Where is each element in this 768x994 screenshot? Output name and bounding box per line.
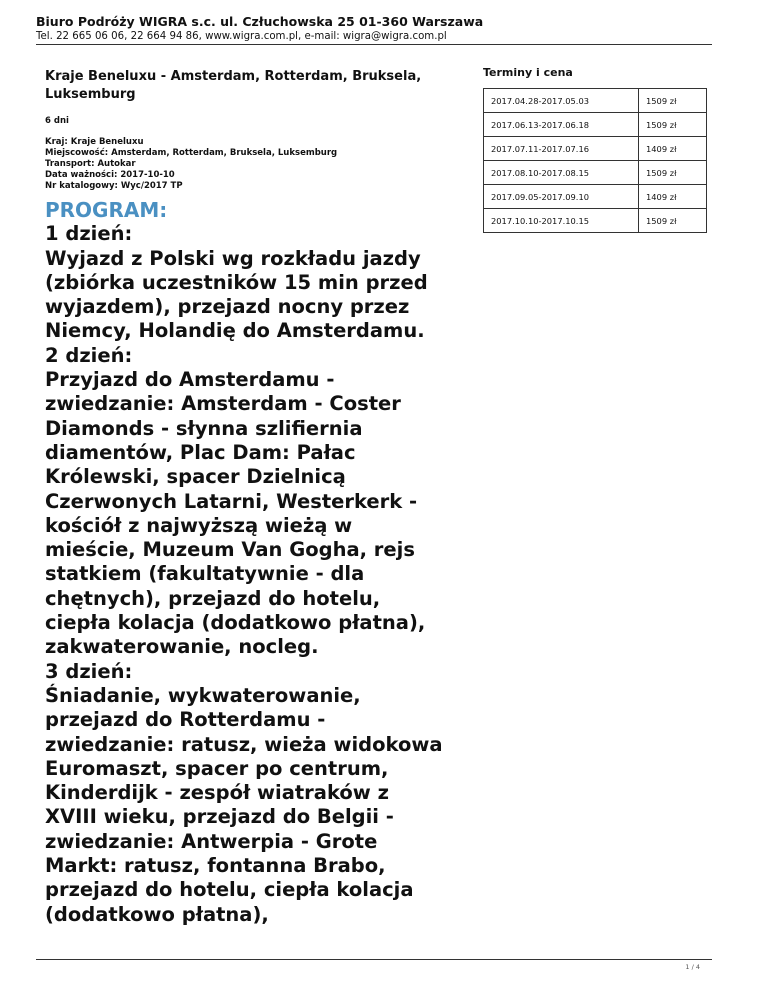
- program-line: 1 dzień:: [45, 222, 133, 246]
- program-line: statkiem (fakultatywnie - dla: [45, 562, 365, 586]
- table-row: [484, 209, 707, 233]
- table-row: [484, 113, 707, 137]
- program-line: 2 dzień:: [45, 343, 133, 367]
- detail-validity: Data ważności: 2017-10-10: [45, 170, 175, 180]
- page-header: [36, 14, 712, 43]
- agency-contact: Tel. 22 665 06 06, 22 664 94 86, www.wigra.com.pl, e-mail: wigra@wigra.com.pl: [36, 31, 447, 42]
- trip-summary: [45, 68, 465, 192]
- price-cell: 1509 zł: [639, 209, 707, 233]
- program-line: Euromaszt, spacer po centrum,: [45, 756, 389, 780]
- program-line: Markt: ratusz, fontanna Brabo,: [45, 854, 386, 878]
- table-row: [484, 185, 707, 209]
- program-line: ciepła kolacja (dodatkowo płatna),: [45, 611, 426, 635]
- program-line: przejazd do hotelu, ciepła kolacja: [45, 878, 414, 902]
- program-line: wyjazdem), przejazd nocny przez: [45, 295, 410, 319]
- program-section: [45, 198, 475, 927]
- header-divider: [36, 44, 712, 45]
- footer-divider: [36, 959, 712, 960]
- program-line: XVIII wieku, przejazd do Belgii -: [45, 805, 394, 829]
- trip-details: [45, 137, 465, 192]
- dates-table: [483, 88, 707, 233]
- program-line: (zbiórka uczestników 15 min przed: [45, 270, 428, 294]
- program-line: mieście, Muzeum Van Gogha, rejs: [45, 538, 415, 562]
- detail-transport: Transport: Autokar: [45, 159, 136, 169]
- program-line: Czerwonych Latarni, Westerkerk -: [45, 489, 418, 513]
- program-line: Śniadanie, wykwaterowanie,: [45, 683, 361, 707]
- table-row: [484, 161, 707, 185]
- date-range-cell: 2017.09.05-2017.09.10: [484, 185, 639, 209]
- program-line: 3 dzień:: [45, 659, 133, 683]
- dates-title: Terminy i cena: [483, 66, 573, 79]
- price-cell: 1509 zł: [639, 113, 707, 137]
- program-line: Królewski, spacer Dzielnicą: [45, 465, 346, 489]
- program-line: Niemcy, Holandię do Amsterdamu.: [45, 319, 425, 343]
- program-line: chętnych), przejazd do hotelu,: [45, 586, 381, 610]
- date-range-cell: 2017.04.28-2017.05.03: [484, 89, 639, 113]
- price-cell: 1409 zł: [639, 185, 707, 209]
- program-line: Wyjazd z Polski wg rozkładu jazdy: [45, 246, 421, 270]
- table-row: [484, 89, 707, 113]
- detail-country: Kraj: Kraje Beneluxu: [45, 137, 144, 147]
- program-line: przejazd do Rotterdamu -: [45, 708, 326, 732]
- program-line: kościół z najwyższą wieżą w: [45, 513, 353, 537]
- trip-duration: 6 dni: [45, 116, 69, 126]
- detail-locations: Miejscowość: Amsterdam, Rotterdam, Bruksela, Luksemburg: [45, 148, 338, 158]
- program-line: Przyjazd do Amsterdamu -: [45, 368, 335, 392]
- date-range-cell: 2017.10.10-2017.10.15: [484, 209, 639, 233]
- program-line: zwiedzanie: ratusz, wieża widokowa: [45, 732, 443, 756]
- program-line: Diamonds - słynna szlifiernia: [45, 416, 363, 440]
- price-cell: 1509 zł: [639, 161, 707, 185]
- program-line: Kinderdijk - zespół wiatraków z: [45, 781, 389, 805]
- date-range-cell: 2017.08.10-2017.08.15: [484, 161, 639, 185]
- trip-title: Kraje Beneluxu - Amsterdam, Rotterdam, Bruksela, Luksemburg: [45, 69, 422, 102]
- price-cell: 1509 zł: [639, 89, 707, 113]
- dates-section: [483, 66, 707, 233]
- program-line: (dodatkowo płatna),: [45, 902, 269, 926]
- page-number: 1 / 4: [685, 963, 700, 971]
- detail-catalog-number: Nr katalogowy: Wyc/2017 TP: [45, 181, 183, 191]
- program-line: zwiedzanie: Amsterdam - Coster: [45, 392, 401, 416]
- table-row: [484, 137, 707, 161]
- date-range-cell: 2017.06.13-2017.06.18: [484, 113, 639, 137]
- program-heading: PROGRAM:: [45, 198, 168, 222]
- date-range-cell: 2017.07.11-2017.07.16: [484, 137, 639, 161]
- program-line: zakwaterowanie, nocleg.: [45, 635, 319, 659]
- program-line: diamentów, Plac Dam: Pałac: [45, 440, 356, 464]
- program-line: zwiedzanie: Antwerpia - Grote: [45, 829, 378, 853]
- agency-title: Biuro Podróży WIGRA s.c. ul. Człuchowska 25 01-360 Warszawa: [36, 14, 484, 29]
- price-cell: 1409 zł: [639, 137, 707, 161]
